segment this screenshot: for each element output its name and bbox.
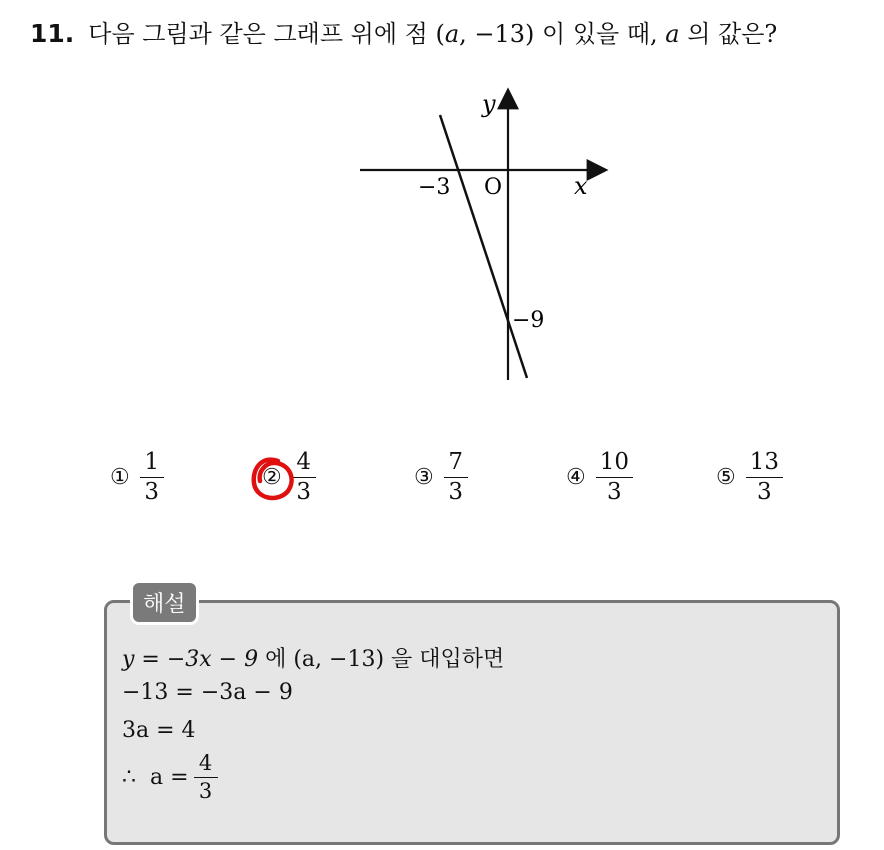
question-text-before: 다음 그림과 같은 그래프 위에 점 ( <box>88 20 445 48</box>
solution-line-4 <box>122 752 216 803</box>
x-intercept-label: −3 <box>418 175 451 200</box>
choice-fraction: $\frac{13}{3}$ <box>748 450 781 506</box>
question-line <box>30 14 777 49</box>
choice-marker: ① <box>110 465 130 491</box>
choice-1[interactable] <box>110 450 162 506</box>
question-var-a: a <box>444 20 460 48</box>
choice-fraction: $\frac{4}{3}$ <box>294 450 314 506</box>
choice-fraction: $\frac{7}{3}$ <box>446 450 466 506</box>
solution-line-1 <box>122 642 504 673</box>
question-var-a2: a <box>665 20 680 48</box>
origin-label: O <box>484 175 503 200</box>
solution-equation: y = −3x − 9 <box>122 647 259 672</box>
solution-box <box>104 600 840 845</box>
y-intercept-label: −9 <box>512 308 545 333</box>
question-text-after: 의 값은? <box>679 20 778 48</box>
solution-tag: 해설 <box>130 580 199 625</box>
answer-circle-mark <box>248 455 296 505</box>
solution-line-3: 3a = 4 <box>122 718 196 743</box>
graph-line <box>440 115 527 378</box>
solution-fraction: $\frac{4}{3}$ <box>196 752 216 803</box>
solution-therefore: ∴ a = <box>122 765 196 791</box>
choice-marker: ⑤ <box>716 465 736 491</box>
choice-fraction: $\frac{1}{3}$ <box>142 450 162 506</box>
solution-line-1-text: 에 (a, −13) 을 대입하면 <box>258 647 505 672</box>
question-number: 11. <box>30 19 75 48</box>
question-text-mid: , −13) 이 있을 때, <box>459 20 666 48</box>
choice-4[interactable] <box>566 450 631 506</box>
choice-marker: ③ <box>414 465 434 491</box>
choice-fraction: $\frac{10}{3}$ <box>598 450 631 506</box>
choice-marker: ② <box>262 465 282 491</box>
choice-3[interactable] <box>414 450 466 506</box>
choice-5[interactable] <box>716 450 781 506</box>
y-axis-label: y <box>482 90 496 118</box>
line-graph <box>340 80 620 390</box>
choice-marker: ④ <box>566 465 586 491</box>
solution-line-2: −13 = −3a − 9 <box>122 680 293 705</box>
x-axis-label: x <box>574 172 588 200</box>
